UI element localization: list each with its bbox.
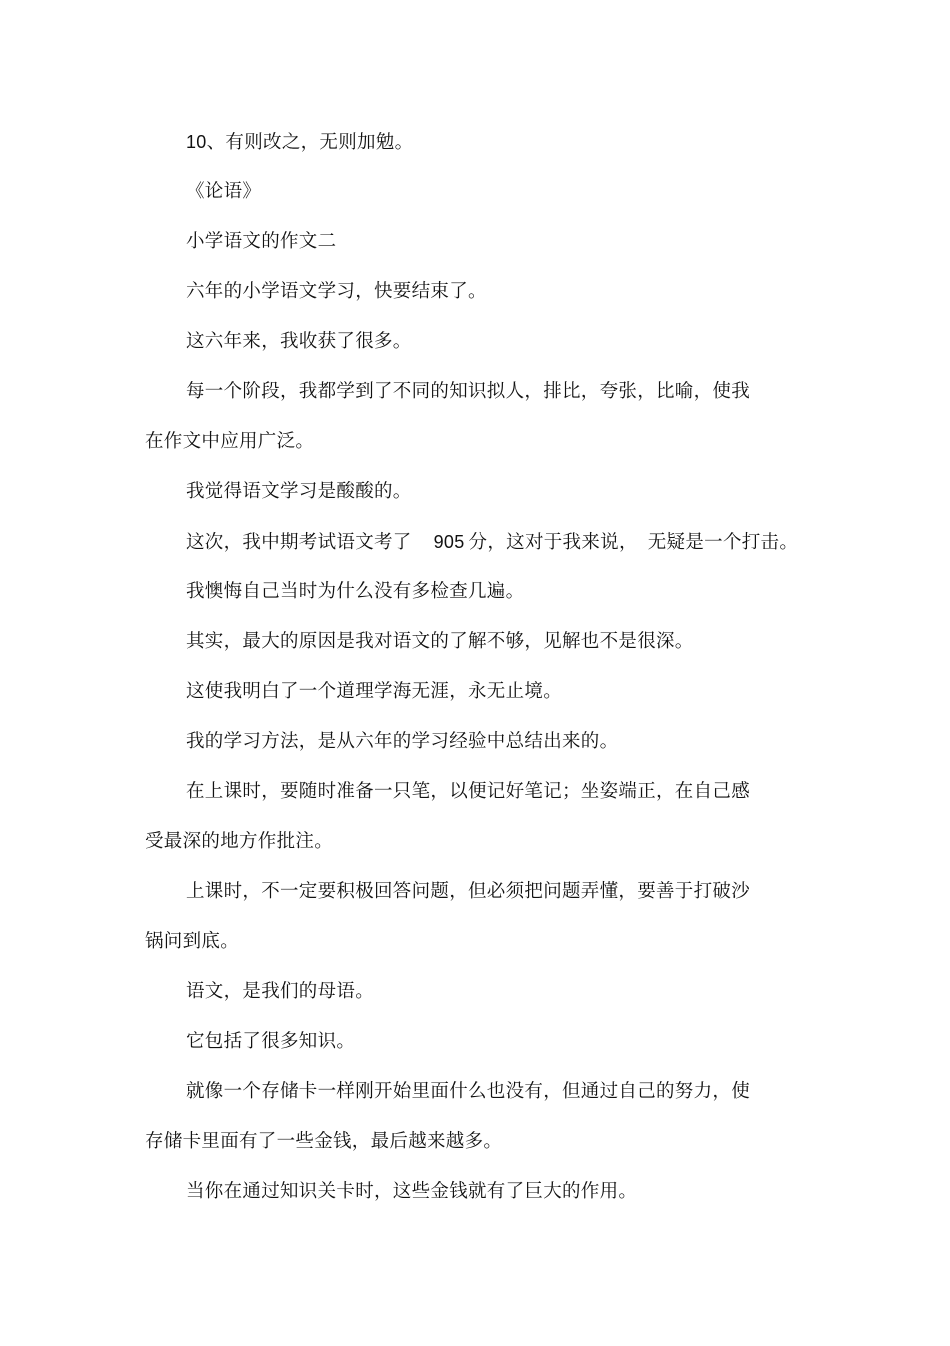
paragraph-line: 每一个阶段，我都学到了不同的知识拟人，排比，夸张，比喻，使我: [186, 381, 751, 402]
paragraph-line: 它包括了很多知识。: [186, 1031, 356, 1052]
paragraph-line: 就像一个存储卡一样刚开始里面什么也没有，但通过自己的努力，使: [186, 1081, 751, 1102]
paragraph-line-continued: 存储卡里面有了一些金钱，最后越来越多。: [145, 1131, 503, 1152]
paragraph-line: 我懊悔自己当时为什么没有多检查几遍。: [186, 581, 525, 602]
paragraph-line: 语文，是我们的母语。: [186, 981, 375, 1002]
paragraph-line: 我的学习方法，是从六年的学习经验中总结出来的。: [186, 731, 619, 752]
paragraph-line: 在上课时，要随时准备一只笔，以便记好笔记；坐姿端正，在自己感: [186, 781, 751, 802]
score-value: 905: [433, 532, 465, 552]
paragraph-line-continued: 锅问到底。: [145, 931, 240, 952]
item-number: 10: [186, 132, 207, 152]
paragraph-line: 上课时，不一定要积极回答问题，但必须把问题弄懂，要善于打破沙: [186, 881, 751, 902]
paragraph-line-continued: 在作文中应用广泛。: [145, 431, 315, 452]
paragraph-line: 我觉得语文学习是酸酸的。: [186, 481, 412, 502]
score-sentence-end: 无疑是一个打击。: [647, 532, 799, 553]
paragraph-line: 这使我明白了一个道理学海无涯，永无止境。: [186, 681, 563, 702]
score-sentence-start: 这次，我中期考试语文考了: [186, 532, 412, 553]
paragraph-line: 这六年来，我收获了很多。: [186, 331, 412, 352]
paragraph-line: 当你在通过知识关卡时，这些金钱就有了巨大的作用。: [186, 1181, 638, 1202]
score-sentence-middle: 分，这对于我来说，: [468, 532, 638, 553]
paragraph-line: 六年的小学语文学习，快要结束了。: [186, 281, 487, 302]
quote-line: [186, 130, 413, 155]
paragraph-line: [186, 530, 798, 555]
essay-title: 小学语文的作文二: [186, 231, 337, 252]
paragraph-line: 其实，最大的原因是我对语文的了解不够，见解也不是很深。: [186, 631, 694, 652]
paragraph-line-continued: 受最深的地方作批注。: [145, 831, 334, 852]
quote-text: 、有则改之，无则加勉。: [206, 132, 414, 153]
quote-source: 《论语》: [186, 181, 262, 202]
